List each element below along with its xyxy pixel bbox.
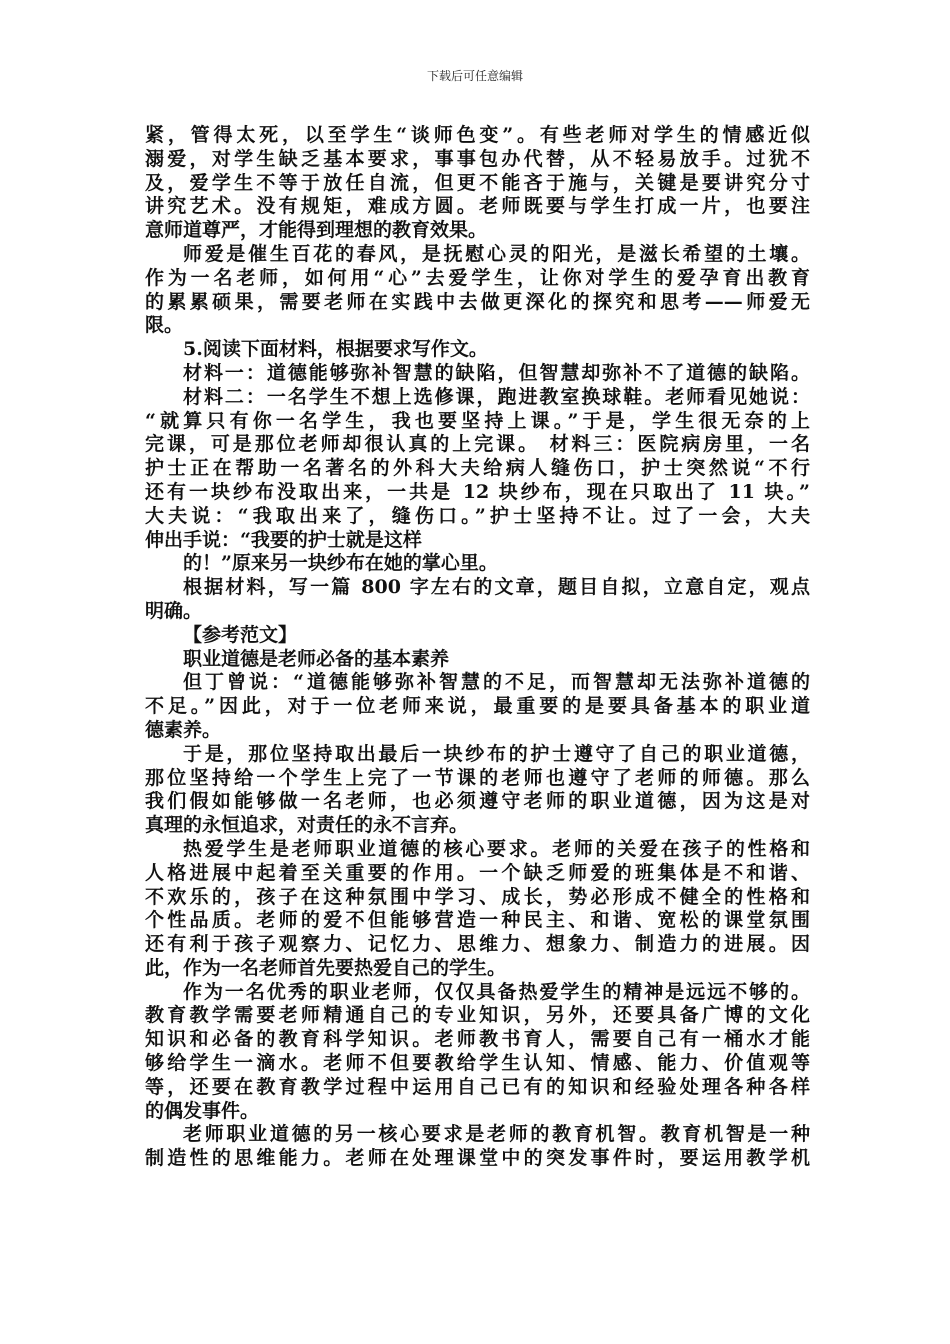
text-line: 够给学生一滴水。老师不但要教给学生认知、情感、能力、价值观等 xyxy=(145,1052,810,1075)
text-line: 真理的永恒追求，对责任的永不言弃。 xyxy=(145,814,469,837)
text-line: 还有利于孩子观察力、记忆力、思维力、想象力、制造力的进展。因 xyxy=(145,933,810,956)
text-line: 完课，可是那位老师却很认真的上完课。 材料三：医院病房里，一名 xyxy=(145,433,810,456)
text-line: 溺爱，对学生缺乏基本要求，事事包办代替，从不轻易放手。过犹不 xyxy=(145,147,810,170)
text-line: 不欢乐的，孩子在这种氛围中学习、成长，势必形成不健全的性格和 xyxy=(145,885,810,908)
text-line: 明确。 xyxy=(145,599,203,622)
text-line: 个性品质。老师的爱不但能够营造一种民主、和谐、宽松的课堂氛围 xyxy=(145,909,810,932)
text-line: 根据材料，写一篇 800 字左右的文章，题目自拟，立意自定，观点 xyxy=(183,576,810,599)
text-line: 及，爱学生不等于放任自流，但更不能吝于施与，关键是要讲究分寸 xyxy=(145,171,810,194)
text-line: 伸出手说：“我要的护士就是这样 xyxy=(145,528,422,551)
text-line: 于是，那位坚持取出最后一块纱布的护士遵守了自己的职业道德， xyxy=(183,742,810,765)
text-line: 护士正在帮助一名著名的外科大夫给病人缝伤口，护士突然说“不行 xyxy=(145,457,810,480)
text-line: 的偶发事件。 xyxy=(145,1099,260,1122)
text-line: 我们假如能够做一名老师，也必须遵守老师的职业道德，因为这是对 xyxy=(145,790,810,813)
text-line: 作为一名老师，如何用“心”去爱学生，让你对学生的爱孕育出教育 xyxy=(145,266,810,289)
document-body xyxy=(145,124,810,1171)
text-line: “就算只有你一名学生，我也要坚持上课。”于是，学生很无奈的上 xyxy=(145,409,810,432)
text-line: 作为一名优秀的职业老师，仅仅具备热爱学生的精神是远远不够的。 xyxy=(183,980,810,1003)
text-line: 紧，管得太死，以至学生“谈师色变”。有些老师对学生的情感近似 xyxy=(145,124,810,146)
text-line: 那位坚持给一个学生上完了一节课的老师也遵守了老师的师德。那么 xyxy=(145,766,810,789)
text-line: 限。 xyxy=(145,314,184,337)
text-line: 知识和必备的教育科学知识。老师教书育人，需要自己有一桶水才能 xyxy=(145,1028,810,1051)
text-line: 意师道尊严，才能得到理想的教育效果。 xyxy=(145,219,488,242)
text-line: 人格进展中起着至关重要的作用。一个缺乏师爱的班集体是不和谐、 xyxy=(145,861,810,884)
text-line: 职业道德是老师必备的基本素养 xyxy=(183,647,450,670)
text-line: 的累累硕果，需要老师在实践中去做更深化的探究和思考——师爱无 xyxy=(145,290,810,313)
text-line: 的！”原来另一块纱布在她的掌心里。 xyxy=(183,552,498,575)
text-line: 老师职业道德的另一核心要求是老师的教育机智。教育机智是一种 xyxy=(183,1123,810,1146)
text-line: 教育教学需要老师精通自己的专业知识，另外，还要具备广博的文化 xyxy=(145,1004,810,1027)
text-line: 德素养。 xyxy=(145,718,222,741)
text-line: 大夫说：“我取出来了，缝伤口。”护士坚持不让。过了一会，大夫 xyxy=(145,504,810,527)
text-line: 热爱学生是老师职业道德的核心要求。老师的关爱在孩子的性格和 xyxy=(183,837,810,860)
text-line: 【参考范文】 xyxy=(183,623,298,646)
text-line: 此，作为一名老师首先要热爱自己的学生。 xyxy=(145,956,507,979)
page-header: 下载后可任意编辑 xyxy=(426,69,523,83)
text-line: 讲究艺术。没有规矩，难成方圆。老师既要与学生打成一片，也要注 xyxy=(145,195,810,218)
text-line: 5.阅读下面材料，根据要求写作文。 xyxy=(183,338,488,361)
text-line: 但丁曾说：“道德能够弥补智慧的不足，而智慧却无法弥补道德的 xyxy=(183,671,810,694)
text-line: 师爱是催生百花的春风，是抚慰心灵的阳光，是滋长希望的土壤。 xyxy=(183,242,810,265)
text-line: 等，还要在教育教学过程中运用自己已有的知识和经验处理各种各样 xyxy=(145,1075,810,1098)
text-line: 还有一块纱布没取出来，一共是 12 块纱布，现在只取出了 11 块。” xyxy=(145,480,810,503)
text-line: 不足。”因此，对于一位老师来说，最重要的是要具备基本的职业道 xyxy=(145,695,810,718)
text-line: 制造性的思维能力。老师在处理课堂中的突发事件时，要运用教学机 xyxy=(145,1147,810,1170)
text-line: 材料一：道德能够弥补智慧的缺陷，但智慧却弥补不了道德的缺陷。 xyxy=(183,361,810,384)
text-line: 材料二：一名学生不想上选修课，跑进教室换球鞋。老师看见她说： xyxy=(183,385,810,408)
